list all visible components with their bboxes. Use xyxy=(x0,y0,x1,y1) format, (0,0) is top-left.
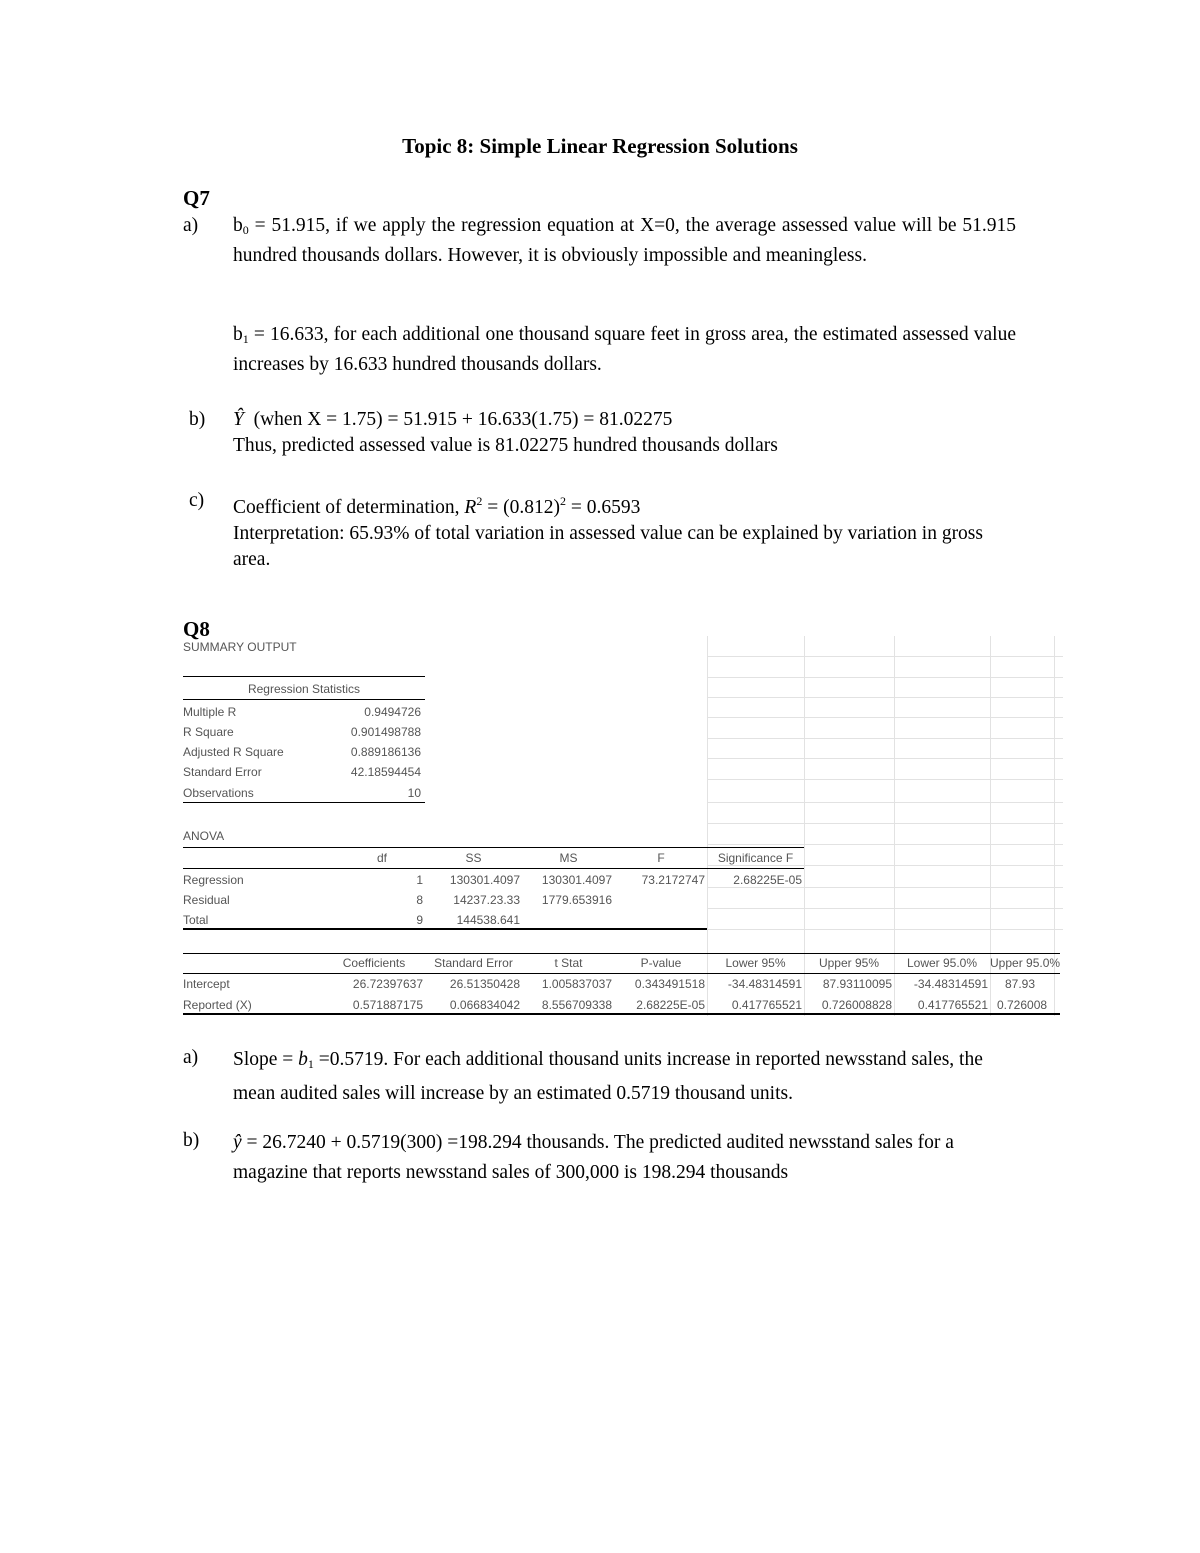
anova-cell: 144538.641 xyxy=(456,913,520,927)
gridline xyxy=(707,677,1063,678)
anova-header-df: df xyxy=(376,851,387,865)
stat-label: Observations xyxy=(183,786,254,800)
table-rule xyxy=(183,868,804,869)
gridline xyxy=(707,802,1063,803)
coef-cell: 87.93110095 xyxy=(822,977,892,991)
coef-cell: 2.68225E-05 xyxy=(636,998,705,1012)
q7-c-end: = 0.6593 xyxy=(565,497,641,518)
coef-header: Lower 95.0% xyxy=(906,956,978,970)
anova-header-sigf: Significance F xyxy=(717,851,794,865)
gridline xyxy=(707,717,1063,718)
anova-cell: 130301.4097 xyxy=(449,873,520,887)
b0-subscript: 0 xyxy=(242,223,249,237)
y-hat-symbol: ŷ xyxy=(233,1132,242,1153)
gridline xyxy=(707,865,1063,866)
coef-cell: 26.51350428 xyxy=(449,977,520,991)
coef-cell: 87.93 xyxy=(1005,977,1036,991)
anova-cell: 2.68225E-05 xyxy=(733,873,802,887)
gridline xyxy=(707,887,1063,888)
gridline xyxy=(707,656,1063,657)
table-rule xyxy=(183,699,425,700)
gridline xyxy=(707,823,1063,824)
stat-value: 42.18594454 xyxy=(350,765,421,779)
anova-cell: 1779.653916 xyxy=(541,893,612,907)
q7-a-paragraph-2 xyxy=(233,322,1016,378)
q7-b-line-2: Thus, predicted assessed value is 81.02275 hundred thousands dollars xyxy=(233,435,778,456)
coef-cell: 0.417765521 xyxy=(917,998,988,1012)
coef-cell: 0.726008828 xyxy=(821,998,892,1012)
squared-exponent: 2 xyxy=(559,494,566,508)
gridline xyxy=(707,929,1063,930)
table-rule xyxy=(183,1013,1060,1015)
gridline xyxy=(707,779,1063,780)
coef-cell: -34.48314591 xyxy=(913,977,988,991)
q7-c-pre: Coefficient of determination, xyxy=(233,497,465,518)
table-rule xyxy=(183,928,707,930)
gridline xyxy=(707,697,1063,698)
coef-header: Upper 95% xyxy=(818,956,880,970)
q7-a-paragraph-1 xyxy=(233,213,1016,269)
q7-heading: Q7 xyxy=(183,186,210,210)
b1-symbol: b xyxy=(298,1049,308,1070)
gridline xyxy=(707,738,1063,739)
table-rule xyxy=(183,953,1060,954)
stat-label: Adjusted R Square xyxy=(183,745,284,759)
coef-cell: 0.066834042 xyxy=(449,998,520,1012)
b1-subscript: 1 xyxy=(307,1057,314,1071)
anova-row-label: Total xyxy=(183,913,209,927)
anova-row-label: Regression xyxy=(183,873,244,887)
q8-a-label: a) xyxy=(183,1047,199,1068)
stat-value: 10 xyxy=(407,786,421,800)
q7-c-answer xyxy=(233,488,1016,573)
q7-b-label: b) xyxy=(189,409,206,430)
b1-symbol: b xyxy=(233,324,243,345)
stat-value: 0.9494726 xyxy=(364,705,421,719)
anova-cell: 130301.4097 xyxy=(541,873,612,887)
q8-a-answer xyxy=(233,1045,1003,1109)
coef-header: t Stat xyxy=(554,956,583,970)
q7-a-text-1: = 51.915, if we apply the regression equation at X=0, the average assessed value will be 51.915 hundred thousands dollars. However, it is obviously impossible and meaningless. xyxy=(233,215,1016,266)
q8-a-text: =0.5719. For each additional thousand units increase in reported newsstand sales, the mean audited sales will increase by an estimated 0.5719 thousand units. xyxy=(233,1049,983,1104)
stat-value: 0.901498788 xyxy=(350,725,421,739)
q7-c-post: = (0.812) xyxy=(482,497,560,518)
anova-cell: 8 xyxy=(416,893,423,907)
table-rule xyxy=(183,676,425,677)
stat-label: R Square xyxy=(183,725,234,739)
stat-label: Standard Error xyxy=(183,765,262,779)
anova-header-ss: SS xyxy=(465,851,482,865)
q7-c-label: c) xyxy=(189,490,205,511)
table-rule xyxy=(183,847,804,848)
y-hat-symbol: Ŷ xyxy=(233,409,244,430)
r-squared-exponent: 2 xyxy=(476,494,483,508)
coef-header: Standard Error xyxy=(434,956,513,970)
anova-row-label: Residual xyxy=(183,893,230,907)
coef-row-label: Intercept xyxy=(183,977,230,991)
page-title: Topic 8: Simple Linear Regression Solutions xyxy=(402,134,798,158)
q7-a-label: a) xyxy=(183,215,199,236)
gridline xyxy=(707,908,1063,909)
q7-c-line-2: Interpretation: 65.93% of total variation in assessed value can be explained by variation in gross area. xyxy=(233,523,983,570)
r-symbol: R xyxy=(464,497,477,518)
gridline xyxy=(707,758,1063,759)
q8-heading: Q8 xyxy=(183,617,210,641)
stat-value: 0.889186136 xyxy=(350,745,421,759)
stat-label: Multiple R xyxy=(183,705,237,719)
coef-row-label: Reported (X) xyxy=(183,998,252,1012)
anova-cell: 73.2172747 xyxy=(641,873,705,887)
slope-pre: Slope = xyxy=(233,1049,299,1070)
q8-b-label: b) xyxy=(183,1130,200,1151)
anova-title: ANOVA xyxy=(183,829,225,843)
anova-header-ms: MS xyxy=(559,851,578,865)
q8-b-answer xyxy=(233,1128,1003,1188)
b1-subscript: 1 xyxy=(242,332,249,346)
coef-header: Upper 95.0% xyxy=(990,956,1061,970)
q7-a-text-2: = 16.633, for each additional one thousand square feet in gross area, the estimated assessed value increases by 16.633 hundred thousands dollars. xyxy=(233,324,1016,375)
anova-cell: 9 xyxy=(416,913,423,927)
regression-statistics-header: Regression Statistics xyxy=(247,682,361,696)
coef-cell: -34.48314591 xyxy=(727,977,802,991)
coef-cell: 0.417765521 xyxy=(731,998,802,1012)
coef-cell: 8.556709338 xyxy=(541,998,612,1012)
anova-header-f: F xyxy=(657,851,665,865)
coef-header: Lower 95% xyxy=(725,956,786,970)
summary-output-title: SUMMARY OUTPUT xyxy=(183,640,297,654)
anova-cell: 1 xyxy=(416,873,423,887)
anova-cell: 14237.23.33 xyxy=(453,893,520,907)
q7-b-line-1: (when X = 1.75) = 51.915 + 16.633(1.75) = 81.02275 xyxy=(253,409,673,430)
q7-b-answer xyxy=(233,407,1016,459)
excel-summary-output xyxy=(183,636,1063,1016)
table-rule xyxy=(183,802,425,803)
table-rule xyxy=(183,973,1060,974)
coef-cell: 0.726008 xyxy=(997,998,1048,1012)
coef-header: Coefficients xyxy=(342,956,406,970)
b0-symbol: b xyxy=(233,215,243,236)
coef-cell: 0.571887175 xyxy=(352,998,423,1012)
gridline xyxy=(707,844,1063,845)
coef-cell: 1.005837037 xyxy=(541,977,612,991)
coef-header: P-value xyxy=(640,956,682,970)
coef-cell: 26.72397637 xyxy=(352,977,423,991)
coef-cell: 0.343491518 xyxy=(634,977,705,991)
q8-b-text: = 26.7240 + 0.5719(300) =198.294 thousands. The predicted audited newsstand sales for a magazine that reports newsstand sales of 300,000 is 198.294 thousands xyxy=(233,1132,954,1183)
